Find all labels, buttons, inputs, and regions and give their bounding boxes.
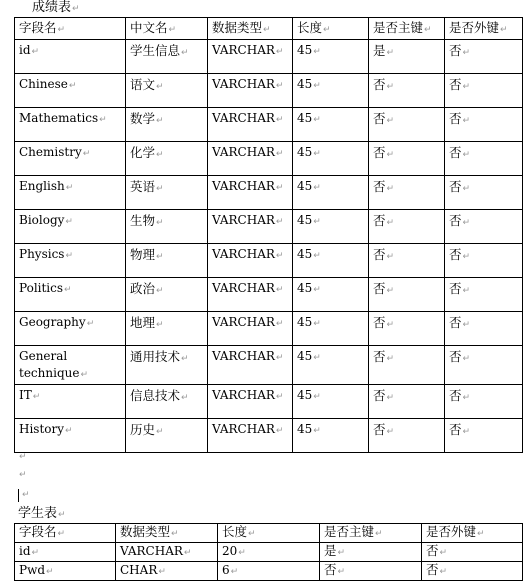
table-cell: History↵ bbox=[15, 419, 126, 453]
table-cell: 否↵ bbox=[369, 74, 445, 108]
header-cell: 是否外键↵ bbox=[445, 18, 523, 40]
table-row bbox=[15, 108, 523, 142]
table-cell: VARCHAR↵ bbox=[208, 385, 293, 419]
table-cell: Mathematics↵ bbox=[15, 108, 126, 142]
table-cell: VARCHAR↵ bbox=[208, 108, 293, 142]
table-cell: 英语↵ bbox=[126, 176, 208, 210]
table-cell: 否↵ bbox=[445, 176, 523, 210]
table-cell: 45↵ bbox=[293, 346, 369, 385]
table-cell: 否↵ bbox=[445, 40, 523, 74]
table-cell: 45↵ bbox=[293, 278, 369, 312]
table-cell: 45↵ bbox=[293, 419, 369, 453]
header-cell: 是否主键↵ bbox=[320, 524, 422, 543]
table-cell: 语文↵ bbox=[126, 74, 208, 108]
table-header-row bbox=[15, 18, 523, 40]
table-row bbox=[15, 40, 523, 74]
table-cell: General technique↵ bbox=[15, 346, 126, 385]
table-cell: VARCHAR↵ bbox=[208, 419, 293, 453]
header-cell: 字段名↵ bbox=[15, 18, 126, 40]
table-cell: 否↵ bbox=[369, 244, 445, 278]
table-cell: 政治↵ bbox=[126, 278, 208, 312]
table-cell: 否↵ bbox=[320, 562, 422, 581]
table-cell: 45↵ bbox=[293, 244, 369, 278]
header-cell: 字段名↵ bbox=[15, 524, 116, 543]
table-cell: 数学↵ bbox=[126, 108, 208, 142]
table-cell: Chemistry↵ bbox=[15, 142, 126, 176]
table-cell: 否↵ bbox=[445, 108, 523, 142]
table-cell: 否↵ bbox=[369, 108, 445, 142]
table-cell: 否↵ bbox=[422, 543, 523, 562]
header-cell: 是否主键↵ bbox=[369, 18, 445, 40]
table-cell: 否↵ bbox=[445, 244, 523, 278]
table-cell: VARCHAR↵ bbox=[208, 244, 293, 278]
table-cell: 是↵ bbox=[369, 40, 445, 74]
table-cell: 通用技术↵ bbox=[126, 346, 208, 385]
table-row bbox=[15, 74, 523, 108]
table-cell: 否↵ bbox=[369, 419, 445, 453]
table-cell: 否↵ bbox=[369, 176, 445, 210]
table-cell: 否↵ bbox=[369, 346, 445, 385]
table-cell: 信息技术↵ bbox=[126, 385, 208, 419]
table-cell: VARCHAR↵ bbox=[208, 312, 293, 346]
table-cell: 否↵ bbox=[369, 385, 445, 419]
table-cell: 是↵ bbox=[320, 543, 422, 562]
table-cell: 45↵ bbox=[293, 40, 369, 74]
table-cell: id↵ bbox=[15, 40, 126, 74]
table-row bbox=[15, 176, 523, 210]
table-cell: 学生信息↵ bbox=[126, 40, 208, 74]
table-cell: Biology↵ bbox=[15, 210, 126, 244]
table-cell: VARCHAR↵ bbox=[208, 278, 293, 312]
table-cell: 45↵ bbox=[293, 176, 369, 210]
table-cell: VARCHAR↵ bbox=[208, 210, 293, 244]
table-cell: 否↵ bbox=[422, 562, 523, 581]
header-cell: 数据类型↵ bbox=[116, 524, 218, 543]
table-row bbox=[15, 312, 523, 346]
table-cell: 45↵ bbox=[293, 108, 369, 142]
empty-paragraph: ↵ bbox=[22, 490, 30, 500]
table-cell: 否↵ bbox=[445, 74, 523, 108]
students-table bbox=[14, 523, 523, 581]
table-cell: 历史↵ bbox=[126, 419, 208, 453]
table-cell: 20↵ bbox=[218, 543, 320, 562]
table-cell: Chinese↵ bbox=[15, 74, 126, 108]
table-cell: 45↵ bbox=[293, 74, 369, 108]
table-header-row bbox=[15, 524, 523, 543]
table-cell: VARCHAR↵ bbox=[208, 74, 293, 108]
table-cell: 化学↵ bbox=[126, 142, 208, 176]
table-cell: 45↵ bbox=[293, 312, 369, 346]
table-row bbox=[15, 142, 523, 176]
table-cell: English↵ bbox=[15, 176, 126, 210]
table-cell: 否↵ bbox=[445, 346, 523, 385]
table-cell: 物理↵ bbox=[126, 244, 208, 278]
table-cell: 否↵ bbox=[369, 142, 445, 176]
table-row bbox=[15, 543, 523, 562]
header-cell: 中文名↵ bbox=[126, 18, 208, 40]
table-cell: 否↵ bbox=[445, 210, 523, 244]
header-cell: 数据类型↵ bbox=[208, 18, 293, 40]
table-cell: id↵ bbox=[15, 543, 116, 562]
table-cell: VARCHAR↵ bbox=[208, 346, 293, 385]
table-cell: Politics↵ bbox=[15, 278, 126, 312]
table-cell: VARCHAR↵ bbox=[208, 40, 293, 74]
table-cell: 否↵ bbox=[445, 385, 523, 419]
table-cell: 否↵ bbox=[445, 142, 523, 176]
table-cell: 否↵ bbox=[369, 312, 445, 346]
table-row bbox=[15, 278, 523, 312]
table-row bbox=[15, 346, 523, 385]
empty-paragraph: ↵ bbox=[19, 470, 27, 480]
table-cell: 否↵ bbox=[445, 419, 523, 453]
table-row bbox=[15, 244, 523, 278]
table-cell: 否↵ bbox=[445, 278, 523, 312]
text-cursor bbox=[18, 489, 19, 502]
header-cell: 是否外键↵ bbox=[422, 524, 523, 543]
table-cell: VARCHAR↵ bbox=[208, 176, 293, 210]
table-row bbox=[15, 385, 523, 419]
header-cell: 长度↵ bbox=[293, 18, 369, 40]
table-cell: VARCHAR↵ bbox=[208, 142, 293, 176]
table2-title: 学生表↵ bbox=[18, 506, 66, 521]
table-cell: Geography↵ bbox=[15, 312, 126, 346]
empty-paragraph: ↵ bbox=[19, 452, 27, 462]
grades-table bbox=[14, 17, 523, 453]
table-cell: 45↵ bbox=[293, 142, 369, 176]
table-cell: Pwd↵ bbox=[15, 562, 116, 581]
table-row bbox=[15, 210, 523, 244]
table-cell: IT↵ bbox=[15, 385, 126, 419]
table-row bbox=[15, 562, 523, 581]
table-cell: CHAR↵ bbox=[116, 562, 218, 581]
table-cell: 否↵ bbox=[445, 312, 523, 346]
table-row bbox=[15, 419, 523, 453]
table-cell: VARCHAR↵ bbox=[116, 543, 218, 562]
table-cell: 45↵ bbox=[293, 210, 369, 244]
table-cell: 45↵ bbox=[293, 385, 369, 419]
table-cell: 否↵ bbox=[369, 210, 445, 244]
table-cell: 地理↵ bbox=[126, 312, 208, 346]
table-cell: Physics↵ bbox=[15, 244, 126, 278]
table-cell: 生物↵ bbox=[126, 210, 208, 244]
header-cell: 长度↵ bbox=[218, 524, 320, 543]
table1-title: 成绩表↵ bbox=[32, 0, 80, 15]
table-cell: 6↵ bbox=[218, 562, 320, 581]
table-cell: 否↵ bbox=[369, 278, 445, 312]
